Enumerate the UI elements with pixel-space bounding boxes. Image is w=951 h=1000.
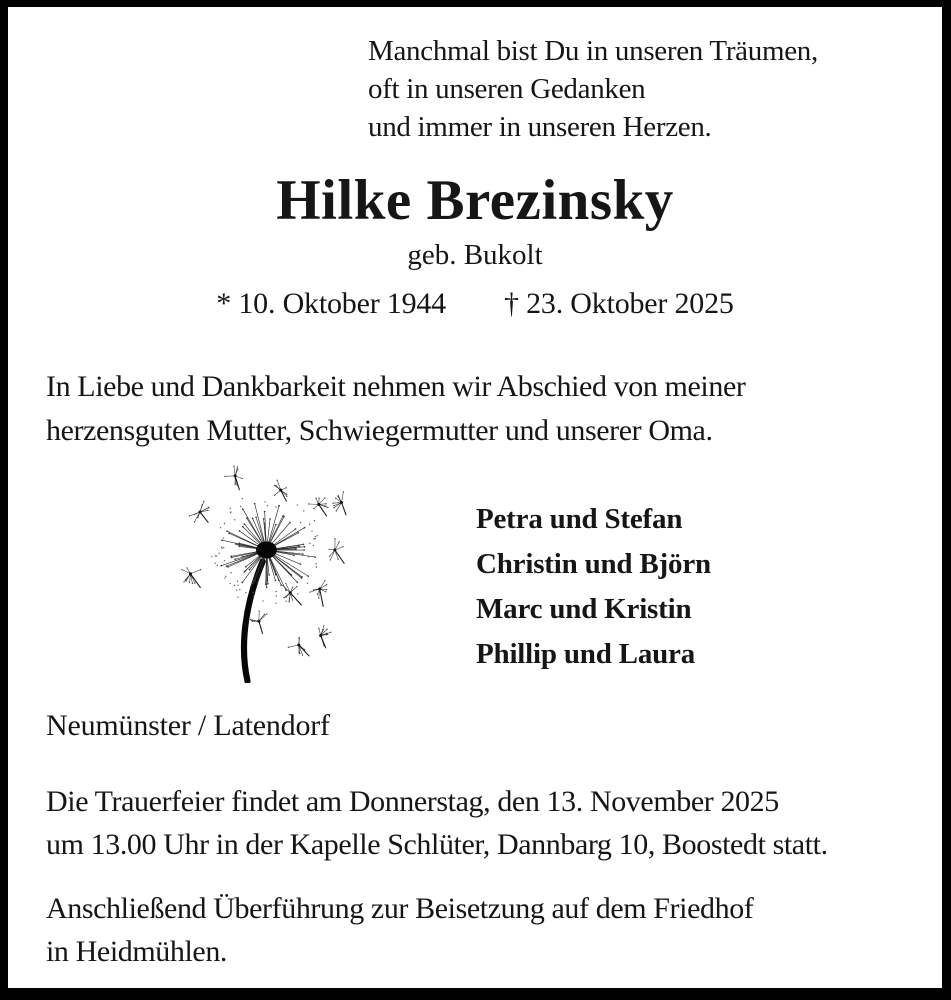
- memorial-verse: [368, 32, 904, 146]
- burial-info: [46, 887, 904, 973]
- verse-line: und immer in unseren Herzen.: [368, 111, 712, 143]
- funeral-line: um 13.00 Uhr in der Kapelle Schlüter, Dannbarg 10, Boostedt statt.: [46, 828, 828, 861]
- middle-section: [46, 455, 904, 683]
- farewell-line: herzensguten Mutter, Schwiegermutter und unserer Oma.: [46, 414, 713, 447]
- funeral-line: Die Trauerfeier findet am Donnerstag, den 13. November 2025: [46, 785, 779, 818]
- verse-line: oft in unseren Gedanken: [368, 73, 646, 105]
- birth-date: * 10. Oktober 1944: [216, 287, 446, 320]
- farewell-text: [46, 365, 904, 453]
- deceased-name: Hilke Brezinsky: [276, 169, 674, 232]
- burial-line: Anschließend Überführung zur Beisetzung auf dem Friedhof: [46, 892, 754, 925]
- mourner-name: Phillip und Laura: [476, 638, 696, 670]
- mourners-list: [476, 455, 711, 677]
- mourner-name: Christin und Björn: [476, 548, 711, 580]
- life-dates: [46, 287, 904, 321]
- obituary-content: [8, 7, 942, 973]
- verse-line: Manchmal bist Du in unseren Träumen,: [368, 35, 818, 67]
- farewell-line: In Liebe und Dankbarkeit nehmen wir Abschied von meiner: [46, 370, 746, 403]
- dandelion-illustration: [158, 455, 393, 683]
- funeral-info: [46, 780, 904, 866]
- burial-line: in Heidmühlen.: [46, 935, 228, 968]
- places-line: Neumünster / Latendorf: [46, 709, 330, 742]
- maiden-name: geb. Bukolt: [407, 239, 543, 271]
- death-date: † 23. Oktober 2025: [504, 287, 734, 320]
- mourner-name: Petra und Stefan: [476, 503, 683, 535]
- dandelion-image: [158, 455, 393, 683]
- mourner-name: Marc und Kristin: [476, 593, 692, 625]
